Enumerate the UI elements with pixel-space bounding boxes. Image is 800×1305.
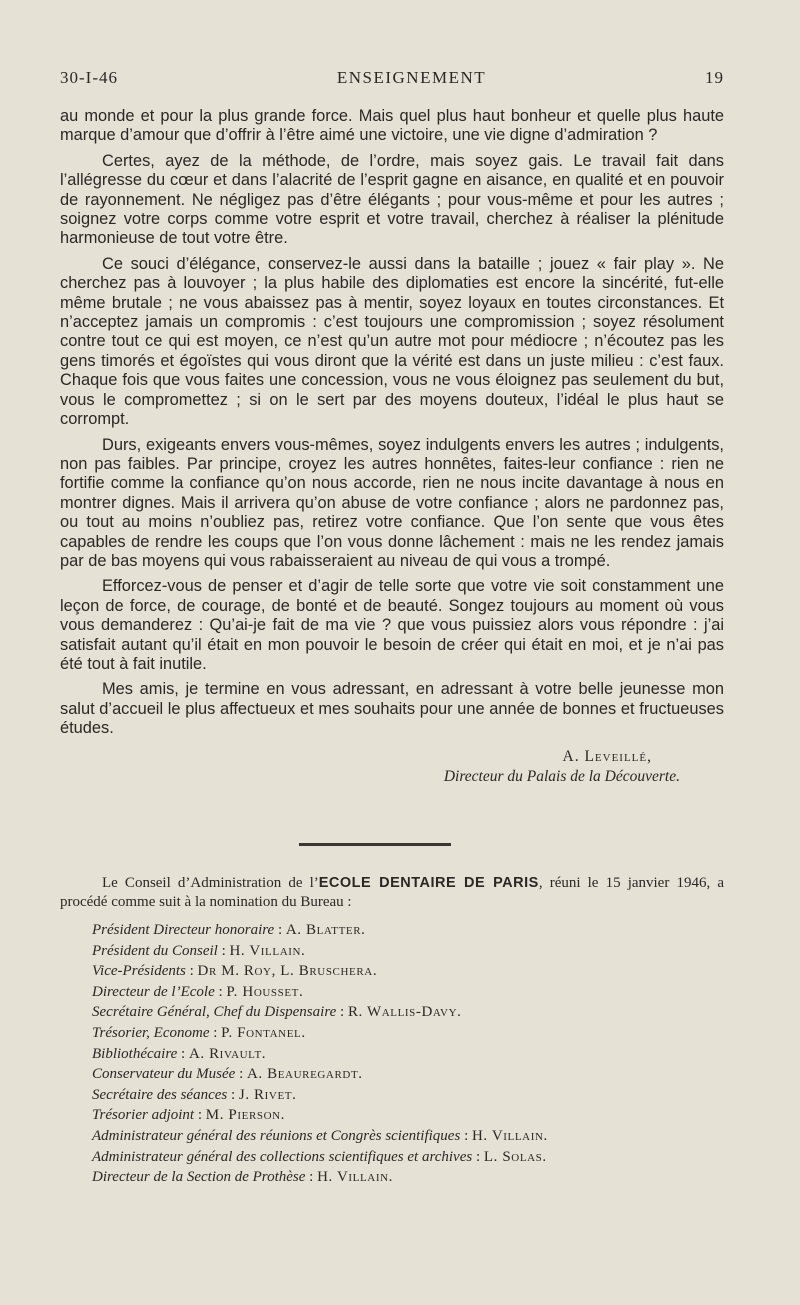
paragraph-5: Efforcez-vous de penser et d’agir de telle sorte que votre vie soit constamment une leçon de force, de courage, de bonté et de beauté. Songez toujours au moment où vous vous demanderez : Qu’ai-je fait de ma vie ? que vous puissiez alors vous répondre : j’ai satisfait autant qu’il était en mon pouvoir le besoin de créer qui était en moi, et je n’ai pas été tout à fait inutile. xyxy=(60,577,724,673)
paragraph-2: Certes, ayez de la méthode, de l’ordre, mais soyez gais. Le travail fait dans l’allégresse du cœur et dans l’alacrité de l’esprit gagne en aisance, en qualité et en pouvoir de rayonnement. Ne négligez pas d’être élégants ; pour vous-même et pour les autres ; soignez votre corps comme votre esprit et votre travail, cherchez à réaliser la plénitude harmonieuse de tout votre être. xyxy=(60,151,724,248)
header-date: 30-I-46 xyxy=(60,68,118,87)
intro-before: Le Conseil d’Administration de l’ xyxy=(102,875,319,891)
list-item: Trésorier adjoint : M. Pierson. xyxy=(92,1107,286,1124)
signature-block xyxy=(60,747,724,787)
intro-after: , réuni le 15 janvier 1946, a procédé comme suit à la nomination du Bureau : xyxy=(60,875,724,910)
member-names: H. Villain. xyxy=(471,1127,548,1144)
member-names: J. Rivet. xyxy=(238,1086,297,1103)
paragraph-6: Mes amis, je termine en vous adressant, en adressant à votre belle jeunesse mon salut d’accueil le plus affectueux et mes souhaits pour une année de bonnes et fructueuses études. xyxy=(60,680,724,738)
list-item: Président du Conseil : H. Villain. xyxy=(92,942,306,959)
member-role: Secrétaire Général, Chef du Dispensaire xyxy=(92,1004,337,1021)
member-names: A. Rivault. xyxy=(188,1045,267,1062)
list-item: Secrétaire des séances : J. Rivet. xyxy=(92,1086,297,1103)
member-role: Secrétaire des séances xyxy=(92,1086,228,1103)
list-item: Administrateur général des réunions et Congrès scientifiques : H. Villain. xyxy=(92,1127,548,1144)
bureau-intro xyxy=(60,874,724,912)
member-names: H. Villain. xyxy=(317,1169,393,1186)
member-names: P. Fontanel. xyxy=(221,1024,306,1041)
bureau-members-list xyxy=(60,920,724,1188)
list-item: Vice-Présidents : Dr M. Roy, L. Bruschera. xyxy=(92,963,378,980)
member-names: P. Housset. xyxy=(226,983,304,1000)
list-item: Conservateur du Musée : A. Beauregardt. xyxy=(92,1066,363,1083)
header-section: ENSEIGNEMENT xyxy=(336,68,487,87)
member-role: Directeur de la Section de Prothèse xyxy=(92,1169,306,1186)
member-names: L. Solas. xyxy=(483,1148,547,1165)
list-item: Trésorier, Econome : P. Fontanel. xyxy=(92,1024,306,1041)
member-role: Conservateur du Musée xyxy=(92,1066,236,1083)
running-header xyxy=(60,68,724,88)
member-names: A. Beauregardt. xyxy=(246,1066,363,1083)
member-role: Administrateur général des réunions et Congrès scientifiques xyxy=(92,1127,461,1144)
list-item: Administrateur général des collections scientifiques et archives : L. Solas. xyxy=(92,1148,547,1165)
list-item: Secrétaire Général, Chef du Dispensaire : R. Wallis-Davy. xyxy=(92,1004,462,1021)
member-role: Président Directeur honoraire xyxy=(92,922,275,938)
page-number: 19 xyxy=(705,68,724,87)
signature-name: A. Leveillé, xyxy=(562,747,652,765)
member-role: Président du Conseil xyxy=(92,942,218,959)
list-item: Président Directeur honoraire : A. Blatter. xyxy=(92,922,366,938)
member-names: R. Wallis-Davy. xyxy=(347,1004,462,1021)
member-role: Trésorier adjoint xyxy=(92,1107,195,1124)
member-role: Trésorier, Econome xyxy=(92,1024,210,1041)
list-item: Directeur de l’Ecole : P. Housset. xyxy=(92,983,304,1000)
paragraph-3: Ce souci d’élégance, conservez-le aussi dans la bataille ; jouez « fair play ». Ne cherchez pas à louvoyer ; la plus habile des diplomaties est encore la sincérité, fut-elle même brutale ; ne vous abaissez pas à mentir, soyez loyaux en toutes circonstances. Et n’acceptez jamais un compromis : c’est toujours une compromission ; soyez résolument contre tout ce qui est moyen, ce n’est qu’un autre mot pour médiocre ; n’écoutez pas les gens timorés et égoïstes qui vous diront que la vérité est dans un juste milieu : c’est faux. Chaque fois que vous faites une concession, vous ne vous éloignez pas seulement du but, vous le compromettez ; si on le sert par des moyens douteux, l’idéal le plus haut se corrompt. xyxy=(60,254,724,429)
member-role: Administrateur général des collections scientifiques et archives xyxy=(92,1148,473,1165)
paragraph-1: au monde et pour la plus grande force. Mais quel plus haut bonheur et quelle plus haute marque d’amour que d’offrir à l’être aimé une victoire, une vie digne d’admiration ? xyxy=(60,107,724,145)
section-divider xyxy=(299,843,451,846)
member-role: Vice-Présidents xyxy=(92,963,186,980)
list-item: Bibliothécaire : A. Rivault. xyxy=(92,1045,267,1062)
school-name: ECOLE DENTAIRE DE PARIS xyxy=(318,875,539,891)
bureau-announcement xyxy=(60,874,724,1188)
list-item: Directeur de la Section de Prothèse : H. Villain. xyxy=(92,1169,393,1186)
paragraph-4: Durs, exigeants envers vous-mêmes, soyez indulgents envers les autres ; indulgents, non pas faibles. Par principe, croyez les autres honnêtes, faites-leur confiance : rien ne fortifie comme la confiance qu’on nous accorde, rien ne nous incite davantage à nous en montrer dignes. Mais il arrivera qu’on abuse de votre confiance ; alors ne pardonnez pas, ou tout au moins n’oubliez pas, retirez votre confiance. Que l’on sente que vous êtes capables de rendre les coups que l’on vous donne lâchement : mais ne les rendez jamais par de bas moyens qui vous rabaisseraient au niveau de qui vous a trompé. xyxy=(60,435,724,570)
member-names: H. Villain. xyxy=(229,942,306,959)
member-names: A. Blatter. xyxy=(285,922,366,938)
member-role: Bibliothécaire xyxy=(92,1045,178,1062)
member-names: Dr M. Roy, L. Bruschera. xyxy=(197,963,378,980)
member-role: Directeur de l’Ecole xyxy=(92,983,215,1000)
member-names: M. Pierson. xyxy=(205,1107,286,1124)
article-body xyxy=(60,107,724,787)
signature-title: Directeur du Palais de la Découverte. xyxy=(443,767,680,785)
